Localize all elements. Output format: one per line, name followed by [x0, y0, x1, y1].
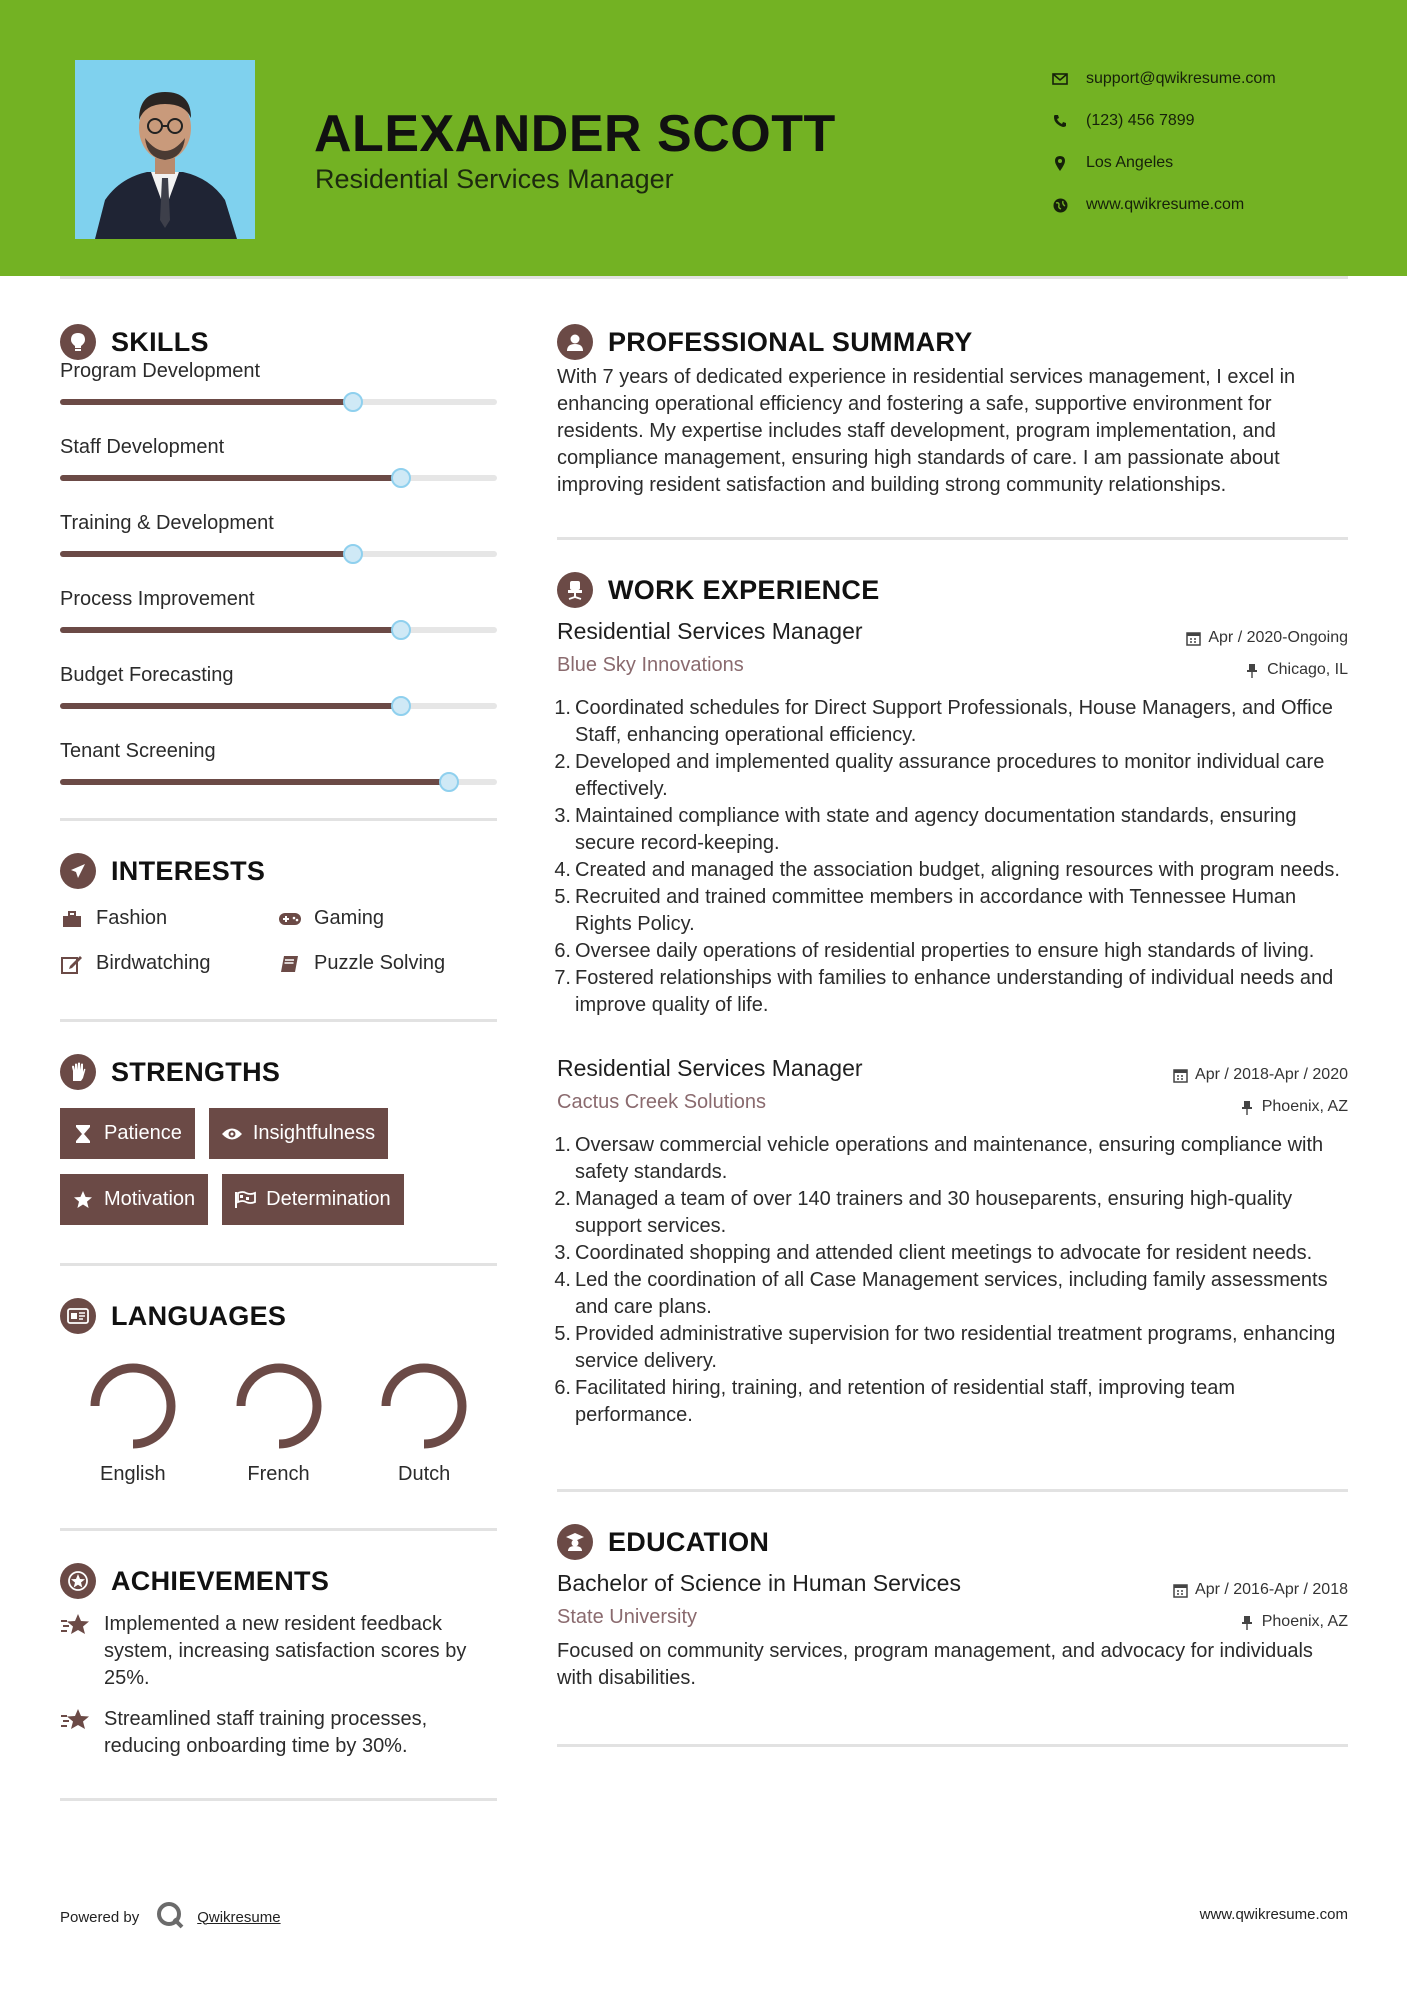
- skill-bar: [60, 399, 497, 405]
- list-item: 6. Facilitated hiring, training, and retention of residential staff, improving team performance.: [554, 1377, 1235, 1426]
- interest-label: Puzzle Solving: [314, 952, 446, 974]
- summary-section: [557, 322, 1348, 499]
- footer-branding: [60, 1900, 281, 1934]
- job-location: [1184, 654, 1348, 686]
- skills-list: [60, 356, 497, 812]
- education-section: [557, 1522, 1348, 1692]
- job-dates: [1184, 622, 1348, 654]
- job-company: Blue Sky Innovations: [557, 654, 744, 676]
- skill-label: Training & Development: [60, 512, 274, 534]
- list-item: 3. Coordinated shopping and attended client meetings to advocate for resident needs.: [554, 1242, 1313, 1264]
- languages-title: LANGUAGES: [111, 1300, 287, 1331]
- list-item: 4. Led the coordination of all Case Management services, including family assessments and care plans.: [554, 1269, 1328, 1318]
- skill-knob: [391, 468, 411, 488]
- contact-email-text: support@qwikresume.com: [1086, 70, 1276, 87]
- job-responsibilities: [554, 1132, 1348, 1429]
- skill-fill: [60, 551, 353, 557]
- language-icon: [60, 1298, 96, 1334]
- achievements-section: [60, 1561, 497, 1760]
- language-label: French: [247, 1463, 310, 1485]
- school-name: State University: [557, 1606, 698, 1628]
- education-entry: [557, 1570, 1348, 1692]
- skill-knob: [391, 696, 411, 716]
- envelope-icon: [1050, 69, 1070, 89]
- strengths-section: [60, 1052, 497, 1225]
- strength-label: Patience: [104, 1122, 182, 1144]
- language-item: [351, 1360, 497, 1486]
- summary-header: [557, 322, 1348, 362]
- left-column: [60, 322, 497, 1801]
- globe-icon: [1050, 195, 1070, 215]
- interest-item: [278, 952, 497, 975]
- education-location: [1171, 1606, 1348, 1638]
- language-item: [60, 1360, 206, 1486]
- hand-icon: [60, 1054, 96, 1090]
- skill-knob: [391, 620, 411, 640]
- calendar-icon: [1184, 629, 1202, 647]
- languages-section: [60, 1296, 497, 1486]
- book-icon: [278, 954, 302, 974]
- section-divider: [60, 818, 497, 821]
- skills-section: [60, 322, 497, 812]
- contact-phone[interactable]: [1050, 100, 1276, 142]
- powered-by-text: Powered by: [60, 1908, 140, 1926]
- summary-title: PROFESSIONAL SUMMARY: [608, 326, 973, 357]
- contact-phone-text: (123) 456 7899: [1086, 112, 1195, 129]
- skill-knob: [439, 772, 459, 792]
- contact-location: [1050, 142, 1276, 184]
- education-meta: [1171, 1574, 1348, 1638]
- language-level-ring: [233, 1360, 325, 1452]
- star-icon: [60, 1706, 92, 1734]
- skill-label: Budget Forecasting: [60, 664, 234, 686]
- skill-bar: [60, 475, 497, 481]
- strengths-list: [60, 1108, 497, 1225]
- eye-icon: [221, 1123, 243, 1145]
- skill-fill: [60, 627, 401, 633]
- location-pin-icon: [1050, 153, 1070, 173]
- list-item: 5. Provided administrative supervision for two residential treatment programs, enhancing service delivery.: [554, 1323, 1336, 1372]
- skill-knob: [343, 392, 363, 412]
- skill-bar: [60, 779, 497, 785]
- interest-item: [60, 907, 278, 930]
- list-item: 4. Created and managed the association budget, aligning resources with program needs.: [554, 859, 1340, 881]
- pin-icon: [1238, 1098, 1256, 1116]
- user-icon: [557, 324, 593, 360]
- star-icon: [60, 1611, 92, 1639]
- interest-label: Gaming: [314, 907, 385, 929]
- education-dates-text: Apr / 2016-Apr / 2018: [1195, 1581, 1348, 1598]
- job-entry: [554, 618, 1348, 1019]
- languages-header: [60, 1296, 497, 1336]
- skill-bar: [60, 703, 497, 709]
- education-description: Focused on community services, program management, and advocacy for individuals with disabilities.: [557, 1640, 1313, 1689]
- skill-item: [60, 432, 497, 508]
- strength-badge: [60, 1108, 195, 1159]
- strength-badge: [222, 1174, 404, 1225]
- skill-knob: [343, 544, 363, 564]
- contact-list: [1050, 58, 1276, 226]
- lightbulb-icon: [60, 324, 96, 360]
- list-item: 1. Oversaw commercial vehicle operations and maintenance, ensuring compliance with safety standards.: [554, 1134, 1324, 1183]
- languages-list: [60, 1360, 497, 1486]
- language-level-ring: [378, 1360, 470, 1452]
- list-item: 2. Managed a team of over 140 trainers and 30 houseparents, ensuring high-quality support services.: [554, 1188, 1293, 1237]
- gamepad-icon: [278, 909, 302, 929]
- briefcase-icon: [60, 909, 84, 929]
- interest-item: [278, 907, 497, 930]
- education-dates: [1171, 1574, 1348, 1606]
- education-location-text: Phoenix, AZ: [1261, 1613, 1348, 1630]
- job-title: Residential Services Manager: [557, 1055, 863, 1081]
- contact-website-text: www.qwikresume.com: [1086, 196, 1245, 213]
- job-responsibilities: [554, 695, 1348, 1019]
- phone-icon: [1050, 111, 1070, 131]
- candidate-name: ALEXANDER SCOTT: [314, 105, 836, 163]
- section-divider: [557, 1489, 1348, 1492]
- hourglass-icon: [72, 1123, 94, 1145]
- skill-label: Tenant Screening: [60, 740, 216, 762]
- section-divider: [60, 1798, 497, 1801]
- skill-item: [60, 736, 497, 812]
- office-chair-icon: [557, 572, 593, 608]
- language-label: Dutch: [398, 1463, 451, 1485]
- interests-section: [60, 851, 497, 975]
- section-divider: [60, 1528, 497, 1531]
- section-divider: [557, 537, 1348, 540]
- skill-item: [60, 356, 497, 432]
- contact-location-text: Los Angeles: [1086, 154, 1174, 171]
- skill-fill: [60, 703, 401, 709]
- candidate-title: Residential Services Manager: [315, 164, 674, 194]
- job-location: [1171, 1091, 1348, 1123]
- job-dates: [1171, 1059, 1348, 1091]
- footer-website[interactable]: www.qwikresume.com: [1199, 1906, 1348, 1923]
- contact-email[interactable]: [1050, 58, 1276, 100]
- education-header: [557, 1522, 1348, 1562]
- skills-title: SKILLS: [111, 326, 209, 357]
- skill-item: [60, 584, 497, 660]
- skill-bar: [60, 551, 497, 557]
- achievement-text: Implemented a new resident feedback system, increasing satisfaction scores by 25%.: [104, 1613, 467, 1689]
- job-meta: [1171, 1059, 1348, 1123]
- interests-list: [60, 907, 497, 975]
- strength-label: Determination: [266, 1188, 391, 1210]
- education-title: EDUCATION: [608, 1526, 770, 1557]
- job-entry: [554, 1055, 1348, 1429]
- list-item: 7. Fostered relationships with families to enhance understanding of individual needs and improve quality of life.: [554, 967, 1334, 1016]
- interest-item: [60, 952, 278, 975]
- achievements-title: ACHIEVEMENTS: [111, 1565, 330, 1596]
- right-column: [554, 322, 1348, 1747]
- calendar-icon: [1171, 1066, 1189, 1084]
- section-divider: [60, 1263, 497, 1266]
- job-location-text: Phoenix, AZ: [1261, 1098, 1348, 1115]
- graduate-icon: [557, 1524, 593, 1560]
- brand-link[interactable]: Qwikresume: [197, 1908, 281, 1926]
- skill-item: [60, 508, 497, 584]
- job-company: Cactus Creek Solutions: [557, 1091, 766, 1113]
- degree-title: Bachelor of Science in Human Services: [557, 1570, 961, 1596]
- experience-header: [557, 570, 1348, 610]
- strength-badge: [60, 1174, 208, 1225]
- strength-label: Motivation: [104, 1188, 196, 1210]
- list-item: 5. Recruited and trained committee members in accordance with Tennessee Human Rights Policy.: [554, 886, 1297, 935]
- strengths-header: [60, 1052, 497, 1092]
- achievements-header: [60, 1561, 497, 1601]
- calendar-icon: [1171, 1581, 1189, 1599]
- flag-icon: [234, 1189, 256, 1211]
- language-item: [206, 1360, 352, 1486]
- job-dates-text: Apr / 2018-Apr / 2020: [1195, 1066, 1348, 1083]
- interest-label: Birdwatching: [96, 952, 211, 974]
- list-item: 1. Coordinated schedules for Direct Support Professionals, House Managers, and Office Staff, enhancing operational efficiency.: [554, 697, 1333, 746]
- section-divider: [60, 1019, 497, 1022]
- experience-title: WORK EXPERIENCE: [608, 574, 880, 605]
- job-meta: [1184, 622, 1348, 686]
- achievement-text: Streamlined staff training processes, reducing onboarding time by 30%.: [104, 1708, 428, 1757]
- strength-badge: [209, 1108, 388, 1159]
- star-badge-icon: [60, 1563, 96, 1599]
- strength-label: Insightfulness: [252, 1122, 376, 1144]
- profile-photo: [75, 60, 255, 239]
- list-item: 2. Developed and implemented quality assurance procedures to monitor individual care effectively.: [554, 751, 1325, 800]
- job-location-text: Chicago, IL: [1267, 661, 1348, 678]
- interest-label: Fashion: [96, 907, 168, 929]
- interests-title: INTERESTS: [111, 855, 266, 886]
- achievement-item: [60, 1706, 497, 1760]
- section-divider: [557, 1744, 1348, 1747]
- skill-fill: [60, 779, 449, 785]
- edit-icon: [60, 954, 84, 974]
- experience-section: [554, 570, 1348, 1429]
- job-dates-text: Apr / 2020-Ongoing: [1208, 629, 1348, 646]
- skill-label: Program Development: [60, 360, 261, 382]
- skill-label: Staff Development: [60, 436, 225, 458]
- strengths-title: STRENGTHS: [111, 1056, 281, 1087]
- header-divider: [60, 276, 1348, 279]
- header-band: [0, 0, 1407, 276]
- job-title: Residential Services Manager: [557, 618, 863, 644]
- skill-fill: [60, 399, 353, 405]
- pin-icon: [1243, 661, 1261, 679]
- achievement-item: [60, 1611, 497, 1692]
- paper-plane-icon: [60, 853, 96, 889]
- skill-label: Process Improvement: [60, 588, 255, 610]
- language-label: English: [100, 1463, 166, 1485]
- qwikresume-logo-icon: [155, 1900, 185, 1934]
- list-item: 3. Maintained compliance with state and agency documentation standards, ensuring secure record-keeping.: [554, 805, 1297, 854]
- pin-icon: [1238, 1613, 1256, 1631]
- skill-bar: [60, 627, 497, 633]
- summary-text: With 7 years of dedicated experience in residential services management, I excel in enhancing operational efficiency and fostering a safe, supportive environment for residents. My expertise includes staff development, program implementation, and compliance management, ensuring high standards of care. I am passionate about improving resident satisfaction and building strong community relationships.: [557, 366, 1296, 496]
- list-item: 6. Oversee daily operations of residential properties to ensure high standards of living.: [554, 940, 1315, 962]
- star-icon: [72, 1189, 94, 1211]
- interests-header: [60, 851, 497, 891]
- skill-fill: [60, 475, 401, 481]
- language-level-ring: [87, 1360, 179, 1452]
- contact-website[interactable]: [1050, 184, 1276, 226]
- skill-item: [60, 660, 497, 736]
